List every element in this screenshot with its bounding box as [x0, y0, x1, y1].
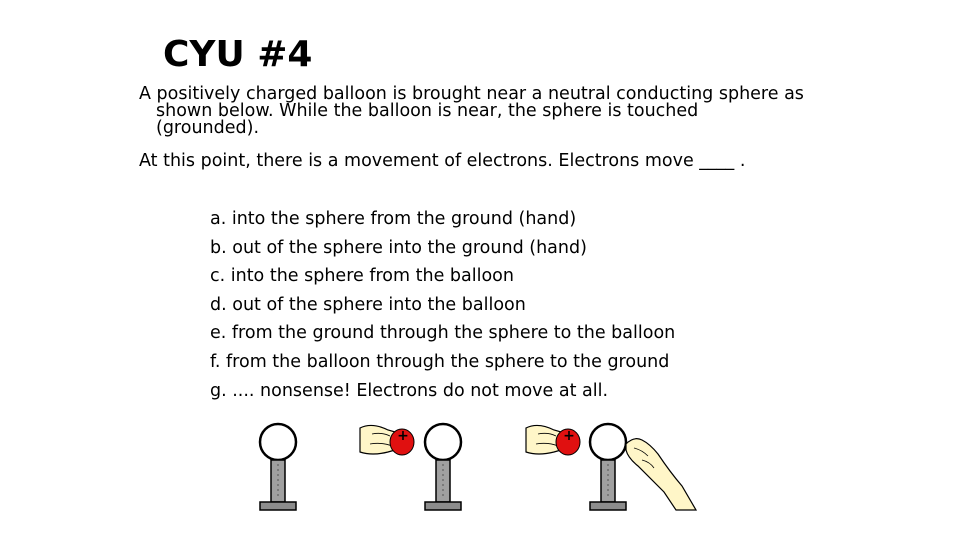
electroscope-illustration — [250, 414, 710, 514]
option-f: f. from the balloon through the sphere to the ground — [210, 351, 670, 372]
sphere-stand-3 — [590, 424, 626, 510]
sphere-stand-1 — [260, 424, 296, 510]
hand-with-balloon-1 — [360, 425, 414, 455]
answer-options — [210, 205, 675, 405]
question-line-1: A positively charged balloon is brought near a neutral conducting sphere as — [139, 84, 804, 104]
option-c: c. into the sphere from the balloon — [210, 266, 514, 287]
option-d: d. out of the sphere into the balloon — [210, 294, 526, 315]
option-a: a. into the sphere from the ground (hand) — [210, 209, 577, 229]
slide-title: CYU #4 — [163, 34, 313, 75]
balloon-plus-sign: + — [397, 428, 409, 444]
grounding-hand — [626, 439, 696, 510]
question-line-3: (grounded). — [156, 118, 260, 138]
option-g: g. .... nonsense! Electrons do not move at all. — [210, 380, 609, 401]
balloon-plus-sign-2: + — [563, 428, 575, 444]
option-b: b. out of the sphere into the ground (hand) — [210, 237, 587, 258]
option-e: e. from the ground through the sphere to the balloon — [210, 323, 676, 344]
question-line-4: At this point, there is a movement of electrons. Electrons move ____ . — [139, 151, 746, 171]
sphere-stand-2 — [425, 424, 461, 510]
hand-with-balloon-2 — [526, 425, 580, 455]
question-line-2: shown below. While the balloon is near, the sphere is touched — [156, 101, 699, 121]
question-text — [139, 86, 829, 137]
